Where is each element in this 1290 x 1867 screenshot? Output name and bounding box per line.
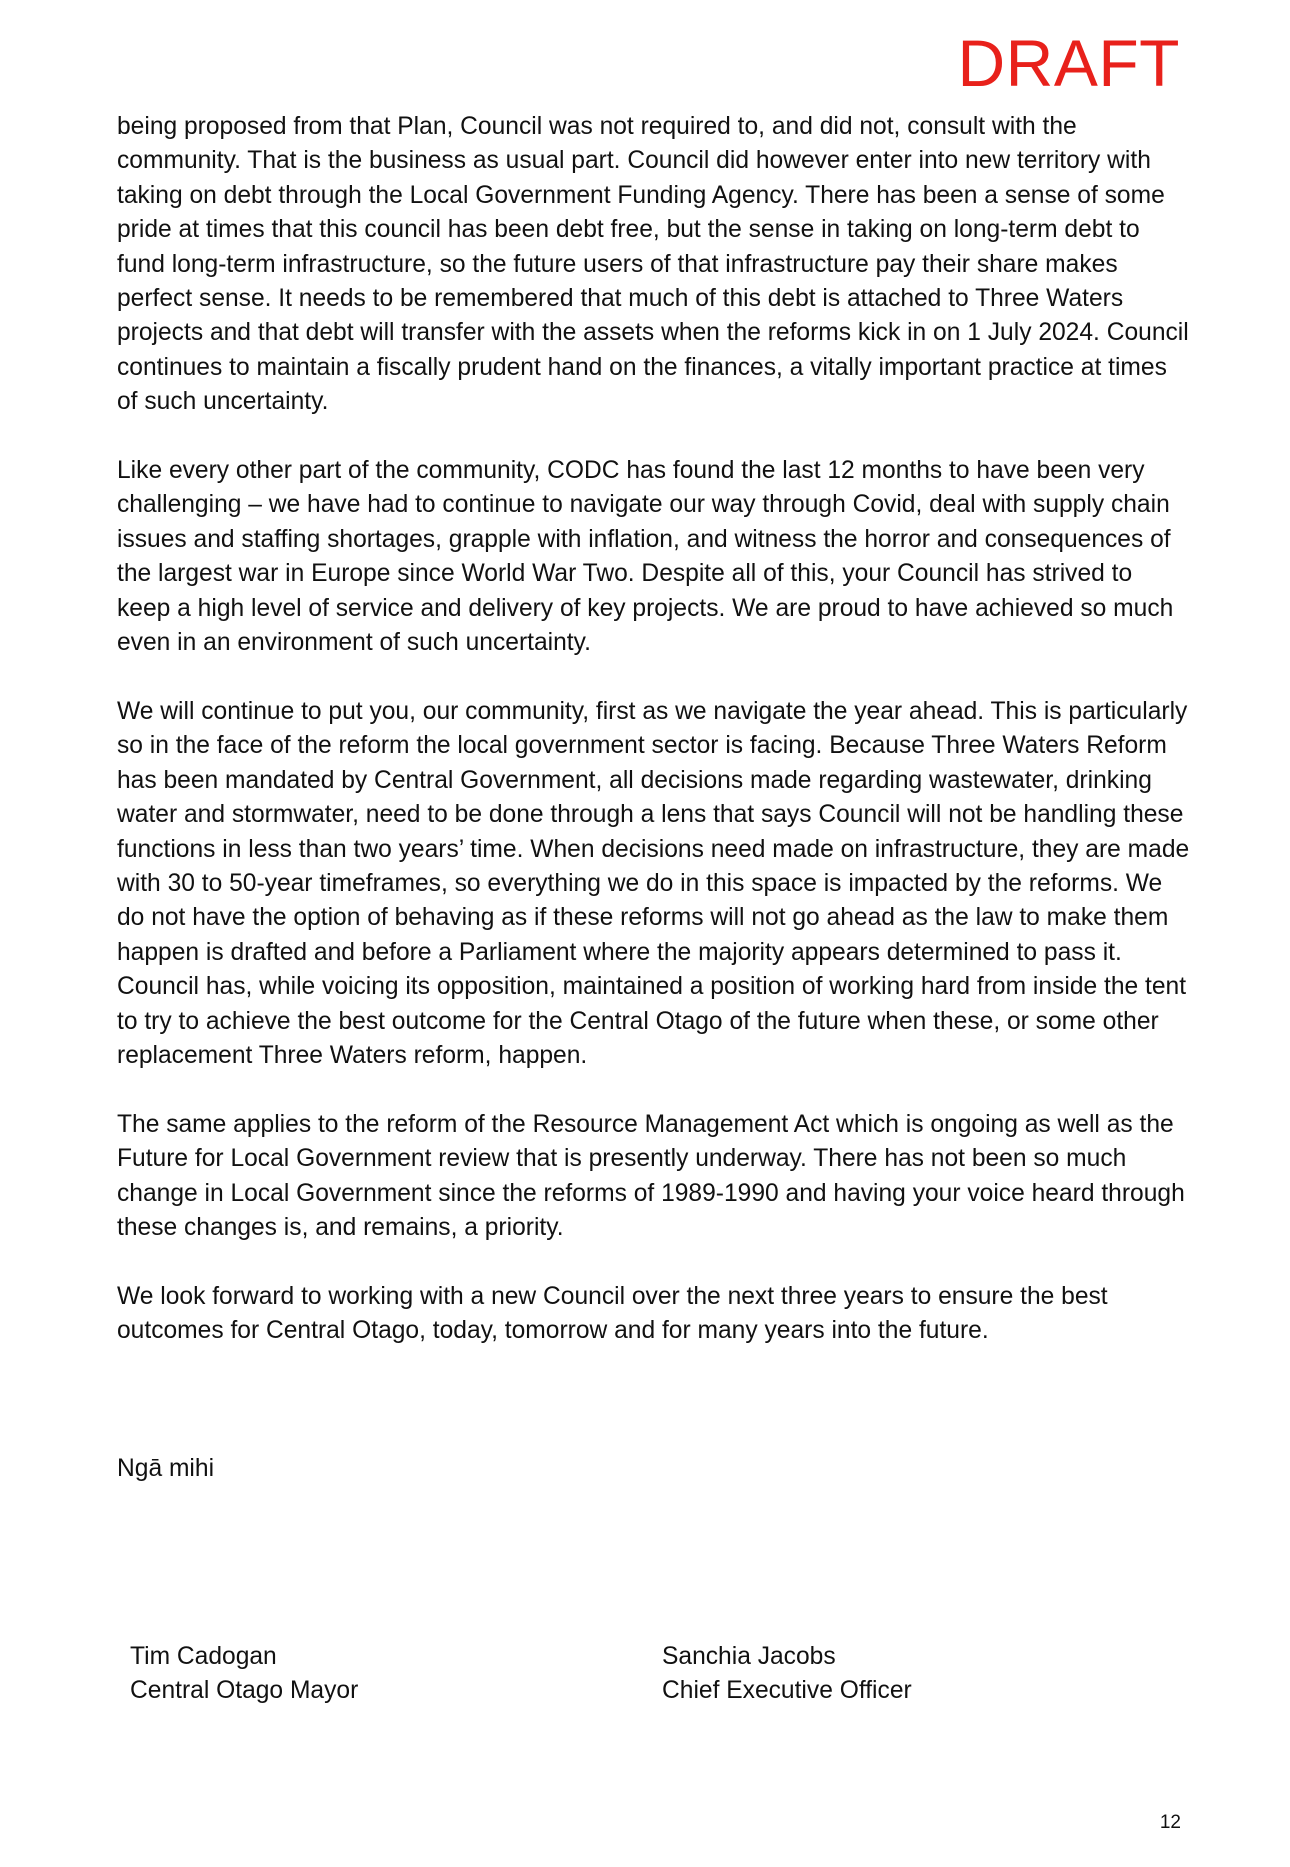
signatory-title: Central Otago Mayor <box>130 1677 359 1705</box>
letter-body <box>117 110 1192 1383</box>
body-paragraph: Like every other part of the community, CODC has found the last 12 months to have been very challenging – we have had to continue to navigate our way through Covid, deal with supply chain issues and staffing shortages, grapple with inflation, and witness the horror and consequences of the largest war in Europe since World War Two. Despite all of this, your Council has strived to keep a high level of service and delivery of key projects. We are proud to have achieved so much even in an environment of such uncertainty. <box>117 457 1174 657</box>
closing-salutation: Ngā mihi <box>117 1455 215 1482</box>
page-number: 12 <box>1159 1812 1181 1833</box>
draft-stamp: DRAFT <box>957 26 1180 100</box>
signatory-name: Tim Cadogan <box>130 1643 277 1670</box>
body-paragraph: being proposed from that Plan, Council was not required to, and did not, consult with the community. That is the business as usual part. Council did however enter into new territory with taking on debt through the Local Government Funding Agency. There has been a sense of some pride at times that this council has been debt free, but the sense in taking on long-term debt to fund long-term infrastructure, so the future users of that infrastructure pay their share makes perfect sense. It needs to be remembered that much of this debt is attached to Three Waters projects and that debt will transfer with the assets when the reforms kick in on 1 July 2024. Council continues to maintain a fiscally prudent hand on the finances, a vitally important practice at times of such uncertainty. <box>117 113 1189 416</box>
body-paragraph: We look forward to working with a new Council over the next three years to ensure the best outcomes for Central Otago, today, tomorrow and for many years into the future. <box>117 1282 1108 1345</box>
signatory-title: Chief Executive Officer <box>662 1677 912 1705</box>
signatory-mayor <box>130 1640 358 1709</box>
signatory-name: Sanchia Jacobs <box>662 1643 836 1670</box>
body-paragraph: We will continue to put you, our community, first as we navigate the year ahead. This is particularly so in the face of the reform the local government sector is facing. Because Three Waters Reform has been mandated by Central Government, all decisions made regarding wastewater, drinking water and stormwater, need to be done through a lens that says Council will not be handling these functions in less than two years’ time. When decisions need made on infrastructure, they are made with 30 to 50-year timeframes, so everything we do in this space is impacted by the reforms. We do not have the option of behaving as if these reforms will not go ahead as the law to make them happen is drafted and before a Parliament where the majority appears determined to pass it. Council has, while voicing its opposition, maintained a position of working hard from inside the tent to try to achieve the best outcome for the Central Otago of the future when these, or some other replacement Three Waters reform, happen. <box>117 697 1190 1069</box>
body-paragraph: The same applies to the reform of the Resource Management Act which is ongoing as well as the Future for Local Government review that is presently underway. There has not been so much change in Local Government since the reforms of 1989-1990 and having your voice heard through these changes is, and remains, a priority. <box>117 1110 1185 1241</box>
signatory-ceo <box>662 1640 912 1709</box>
